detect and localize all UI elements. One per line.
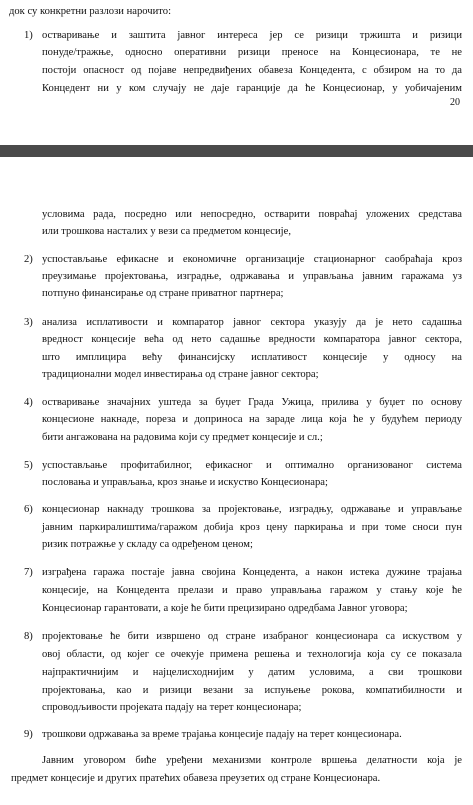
list-item-number: 1) [24, 30, 33, 41]
list-item-line: трошкови одржавања за време трајања концесије падају на терет концесионара. [42, 729, 402, 740]
list-item-line: постоји опасност од појаве непредвиђених обавеза Концедента, с обзиром на то да [42, 65, 462, 76]
list-item-line: потпуно финансирање од стране приватног партнера; [42, 288, 284, 299]
list-item-line: пројектовања, као и ризици везани за испуњење рокова, компатибилности и [42, 685, 462, 696]
list-item-line: бити ангажована на радовима који су предмет концесије и сл.; [42, 432, 323, 443]
list-item-number: 3) [24, 317, 33, 328]
continuation-line: или трошкова насталих у вези са предметом концесије, [42, 226, 291, 237]
list-item-number: 6) [24, 504, 33, 515]
list-item-line: спроводљивости пројеката падају на терет концесионара; [42, 702, 302, 713]
list-item-number: 8) [24, 631, 33, 642]
list-item-line: Концедент ни у ком случају не даје гаранције да ће Концесионар, у уобичајеним [42, 83, 462, 94]
list-item-line: преузимање пројектовања, изградње, одржавања и управљања јавним гаражама уз [42, 271, 462, 282]
intro-text: док су конкретни разлози нарочито: [9, 6, 172, 17]
page-separator [0, 145, 473, 157]
closing-paragraph-line: Јавним уговором биће уређени механизми контроле вршења делатности која је [42, 755, 462, 766]
list-item-line: концесионар накнаду трошкова за пројектовање, изградњу, одржавање и управљање [42, 504, 462, 515]
list-item-line: што имплицира већу финансијску исплативост концесије у односу на [42, 352, 462, 363]
list-item-line: успостављање профитабилног, ефикасног и оптимално организованог система [42, 460, 462, 471]
page-number: 20 [450, 97, 460, 108]
list-item-line: ризик потражње у складу са одређеном ценом; [42, 539, 253, 550]
list-item-line: најпрактичнијим и најцелисходнијим у датим условима, а сви трошкови [42, 667, 462, 678]
list-item-line: пословања и управљања, кроз знање и искуство Концесионара; [42, 477, 328, 488]
list-item-line: Концесионар гарантовати, а које ће бити прецизирано одредбама Јавног уговора; [42, 603, 408, 614]
list-item-line: пројектовање ће бити извршено од стране изабраног концесионара са искуством у [42, 631, 462, 642]
list-item-line: остваривање и заштита јавног интереса јер се ризици тржишта и ризици [42, 30, 462, 41]
list-item-line: вредност концесије већа од нето садашње вредности компаратора јавног сектора, [42, 334, 462, 345]
list-item-line: концесионе накнаде, пореза и доприноса на зараде лица која ће у будућем периоду [42, 414, 462, 425]
list-item-line: успостављање ефикасне и економичне организације стационарног саобраћаја кроз [42, 254, 462, 265]
list-item-line: овој области, од којег се очекује примена решења и технологија која су се показала [42, 649, 462, 660]
list-item-number: 9) [24, 729, 33, 740]
list-item-number: 2) [24, 254, 33, 265]
list-item-line: понуде/тражње, односно оперативни ризици преносе на Концесионара, те не [42, 47, 462, 58]
list-item-line: јавним паркиралиштима/гаражом добија кроз цену паркирања и при томе сноси пун [42, 522, 462, 533]
list-item-line: остваривање значајних уштеда за буџет Града Ужица, прилива у буџет по основу [42, 397, 462, 408]
list-item-line: концесије, на Концедента прелази и право управљања гаражом у стању које ће [42, 585, 462, 596]
continuation-line: условима рада, посредно или непосредно, остварити повраћај уложених средстава [42, 209, 462, 220]
list-item-number: 5) [24, 460, 33, 471]
closing-paragraph-line: предмет концесије и других пратећих обавеза преузетих од стране Концесионара. [11, 773, 381, 784]
list-item-number: 7) [24, 567, 33, 578]
list-item-line: традиционални модел инвестирања од стране јавног сектора; [42, 369, 319, 380]
list-item-line: изграђена гаража постаје јавна својина Концедента, а након истека дужине трајања [42, 567, 462, 578]
list-item-line: анализа исплативости и компаратор јавног сектора указују да је нето садашња [42, 317, 462, 328]
list-item-number: 4) [24, 397, 33, 408]
